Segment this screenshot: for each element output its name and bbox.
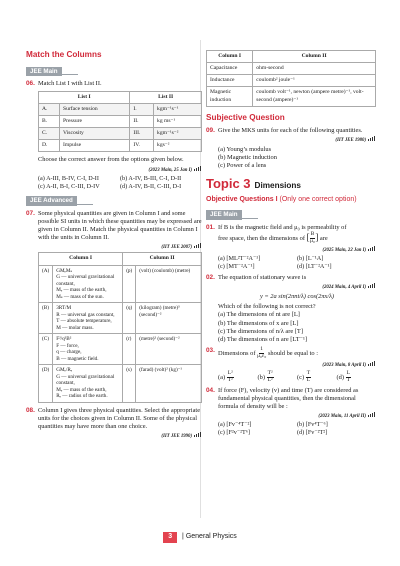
question-reference: (2025 Main, 22 Jan I) [218, 246, 376, 254]
table-row [39, 265, 202, 303]
table-cell: (s) [123, 365, 136, 403]
question-number: 01. [206, 223, 215, 231]
list-header: List I [39, 91, 130, 103]
question-reference: (2023 Main, 8 April I) [218, 361, 376, 369]
option[interactable]: (c) [MT⁻²A⁻¹] [218, 262, 255, 270]
table-row [39, 128, 202, 140]
option[interactable]: (d) [LT⁻²A⁻¹] [297, 262, 332, 270]
match-columns-title: Match the Columns [26, 50, 102, 59]
question-01 [206, 224, 376, 271]
table-cell: (volt) (coulomb) (metre) [136, 265, 202, 303]
table-cell: Capacitance [207, 63, 253, 75]
option[interactable]: (a) [Fv⁻⁴T⁻²] [218, 421, 252, 429]
option[interactable]: (a) A-III, B-IV, C-I, D-II [38, 174, 99, 182]
option[interactable]: (d) The dimensions of n are [LT⁻¹] [218, 336, 308, 343]
table-cell: Surface tension [60, 103, 130, 115]
table-cell: GMₑ/Rₑ G — universal gravitational constant, Mₑ — mass of the earth, Rₑ — radius of the earth. [53, 365, 123, 403]
column-header: Column II [253, 51, 376, 63]
question-text: Match List I with List II. [38, 80, 102, 88]
table-cell: ohm-second [253, 63, 376, 75]
column-header: Column I [207, 51, 253, 63]
table-cell: III. [130, 128, 154, 140]
question-text-line: Dimensions of $\frac{1}{\text{μ₀ε₀}}$ should be equal to : [218, 346, 318, 360]
question-reference: (2023 Main, 11 April II) [218, 412, 376, 420]
chapter-label: General Physics [185, 533, 237, 540]
answer-options [218, 371, 376, 384]
table-cell: (p) [123, 265, 136, 303]
option[interactable]: (b) [Fv⁴T⁻⁶] [297, 421, 328, 429]
list-header: List II [130, 91, 202, 103]
question-reference: (IIT JEE 2007) [38, 243, 202, 251]
option[interactable]: (c) $\frac{T}{L}$ [297, 370, 311, 383]
subjective-title: Subjective Question [206, 112, 285, 122]
column-header: Column I [39, 253, 123, 265]
list-item: (c) Power of a lens [218, 161, 267, 169]
table-cell: coulomb volt⁻¹, newton (ampere metre)⁻¹, volt-second (ampere)⁻¹ [253, 87, 376, 106]
right-column [206, 50, 376, 440]
table-cell: GMₑMₛ G — universal gravitational constant, Mₑ — mass of the earth, Mₛ — mass of the sun. [53, 265, 123, 303]
jee-main-tag: JEE Main [206, 210, 242, 220]
question-09 [206, 127, 376, 170]
table-cell: (farad) (volt)² (kg)⁻¹ [136, 365, 202, 403]
table-cell: (A) [39, 265, 53, 303]
question-07 [26, 210, 202, 403]
table-cell: F²/q²B² F — force, q — charge, B — magnetic field. [53, 334, 123, 365]
difficulty-bars-icon [368, 283, 376, 291]
question-text: Give the MKS units for each of the following quantities. [218, 127, 363, 135]
list-table [38, 91, 202, 153]
table-row [39, 365, 202, 403]
table-cell: Pressure [60, 115, 130, 127]
question-06 [26, 80, 202, 190]
table-cell: IV. [130, 140, 154, 152]
list-item: (b) Magnetic induction [218, 153, 277, 161]
question-04 [206, 387, 376, 438]
question-text: If force (F), velocity (v) and time (T) are considered as fundamental physical quantities, then the dimensional formula of density will be : [218, 386, 359, 411]
question-02 [206, 274, 376, 344]
option[interactable]: (a) [ML²T⁻²A⁻¹] [218, 254, 261, 262]
jee-main-tag: JEE Main [26, 67, 62, 77]
table-cell: 3RT/M R — universal gas constant, T — absolute temperature, M — molar mass. [53, 303, 123, 334]
option[interactable]: (d) [Fv⁻²T²] [297, 429, 328, 437]
fraction: $\frac{B}{\text{μ₀}}$ [309, 231, 315, 244]
question-number: 09. [206, 127, 215, 135]
topic-name: Dimensions [254, 181, 301, 191]
page-number: 3 [163, 532, 177, 543]
table-cell: coulomb² joule⁻¹ [253, 75, 376, 87]
table-row [207, 75, 376, 87]
option[interactable]: (a) The dimensions of nt are [L] [218, 311, 300, 319]
topic-heading [206, 176, 376, 193]
units-table [206, 50, 376, 107]
table-cell: (r) [123, 334, 136, 365]
question-number: 06. [26, 80, 35, 88]
option[interactable]: (d) $\frac{L}{T}$ [336, 370, 350, 383]
table-cell: C. [39, 128, 60, 140]
question-03 [206, 347, 376, 384]
option[interactable]: (b) A-IV, B-III, C-I, D-II [120, 174, 182, 182]
option[interactable]: (b) [L⁻¹A] [297, 254, 324, 262]
question-text: Some physical quantities are given in Column I and some possible SI units in which these quantities may be expressed are given in Column II. Match the physical quantities in Column I with the units in Column II. [38, 209, 202, 242]
table-cell: (B) [39, 303, 53, 334]
answer-options [38, 175, 202, 191]
table-row [39, 334, 202, 365]
option[interactable]: (c) [F²v⁻²T⁶] [218, 429, 250, 437]
table-cell: (metre)² (second)⁻² [136, 334, 202, 365]
question-number: 08. [26, 406, 35, 414]
option[interactable]: (b) The dimensions of x are [L] [218, 319, 299, 327]
jee-advanced-tag: JEE Advanced [26, 196, 77, 206]
table-cell: kgm⁻¹s⁻² [154, 128, 202, 140]
topic-number: Topic 3 [206, 176, 251, 192]
table-cell: I. [130, 103, 154, 115]
table-cell: II. [130, 115, 154, 127]
option[interactable]: (c) The dimensions of n/λ are [T] [218, 327, 303, 335]
table-row [39, 103, 202, 115]
table-cell: D. [39, 140, 60, 152]
table-cell: Inductance [207, 75, 253, 87]
question-reference: (IIT JEE 1980) [218, 136, 376, 144]
page-footer [0, 532, 400, 543]
difficulty-bars-icon [368, 412, 376, 420]
table-cell: (q) [123, 303, 136, 334]
question-text: Column I gives three physical quantities. Select the appropriate units for the choices given in Column II. Some of the physical quantities may have more than one choice. [38, 406, 201, 430]
table-cell: B. [39, 115, 60, 127]
table-cell: kgm⁻¹s⁻¹ [154, 103, 202, 115]
table-row [39, 303, 202, 334]
table-cell: (C) [39, 334, 53, 365]
list-item: (a) Young’s modulus [218, 145, 272, 153]
question-reference: (IIT JEE 1990) [38, 432, 202, 440]
difficulty-bars-icon [194, 243, 202, 251]
table-cell: Viscosity [60, 128, 130, 140]
table-cell: kgs⁻² [154, 140, 202, 152]
question-number: 03. [206, 347, 215, 355]
left-column [26, 50, 202, 443]
difficulty-bars-icon [368, 246, 376, 254]
wave-equation: y = 2a sin(2πnt/λ) cos(2πx/λ) [259, 293, 335, 301]
option[interactable]: (d) A-IV, B-II, C-III, D-I [120, 182, 182, 190]
choose-text: Choose the correct answer from the options given below. [38, 156, 184, 164]
difficulty-bars-icon [368, 361, 376, 369]
answer-options [218, 255, 376, 271]
question-text: The equation of stationary wave is [218, 273, 307, 281]
difficulty-bars-icon [368, 136, 376, 144]
table-cell: A. [39, 103, 60, 115]
table-row [39, 140, 202, 152]
table-row [39, 115, 202, 127]
table-cell: (D) [39, 365, 53, 403]
option[interactable]: (a) $\frac{\text{L²}}{\text{T²}}$ [218, 370, 233, 383]
question-reference: (2024 Main, 4 April I) [218, 283, 376, 291]
fraction: $\frac{1}{\text{μ₀ε₀}}$ [257, 346, 267, 360]
question-text-line: free space, then the dimensions of [ $\frac{B}{\text{μ₀}}$ ] are [218, 231, 328, 244]
table-cell: Magnetic induction [207, 87, 253, 106]
table-cell: Impulse [60, 140, 130, 152]
answer-options [218, 421, 376, 437]
table-row [207, 87, 376, 106]
question-text: If B is the magnetic field and μ₀ is permeability of [218, 223, 347, 231]
question-number: 04. [206, 386, 215, 394]
question-number: 07. [26, 209, 35, 217]
column-table [38, 252, 202, 402]
table-cell: (kilogram) (metre)³ (second)⁻² [136, 303, 202, 334]
difficulty-bars-icon [194, 166, 202, 174]
table-row [207, 63, 376, 75]
difficulty-bars-icon [194, 432, 202, 440]
objective-title: Objective Questions I (Only one correct option) [206, 195, 357, 203]
option[interactable]: (b) $\frac{\text{T²}}{\text{L²}}$ [257, 370, 273, 383]
separator: | [182, 533, 184, 540]
option[interactable]: (c) A-II, B-I, C-III, D-IV [38, 182, 100, 190]
question-prompt: Which of the following is not correct? [218, 303, 316, 311]
column-header: Column II [123, 253, 202, 265]
question-08 [26, 407, 202, 441]
table-cell: kg ms⁻¹ [154, 115, 202, 127]
question-number: 02. [206, 273, 215, 281]
question-reference: (2023 Main, 25 Jan I) [38, 166, 202, 174]
